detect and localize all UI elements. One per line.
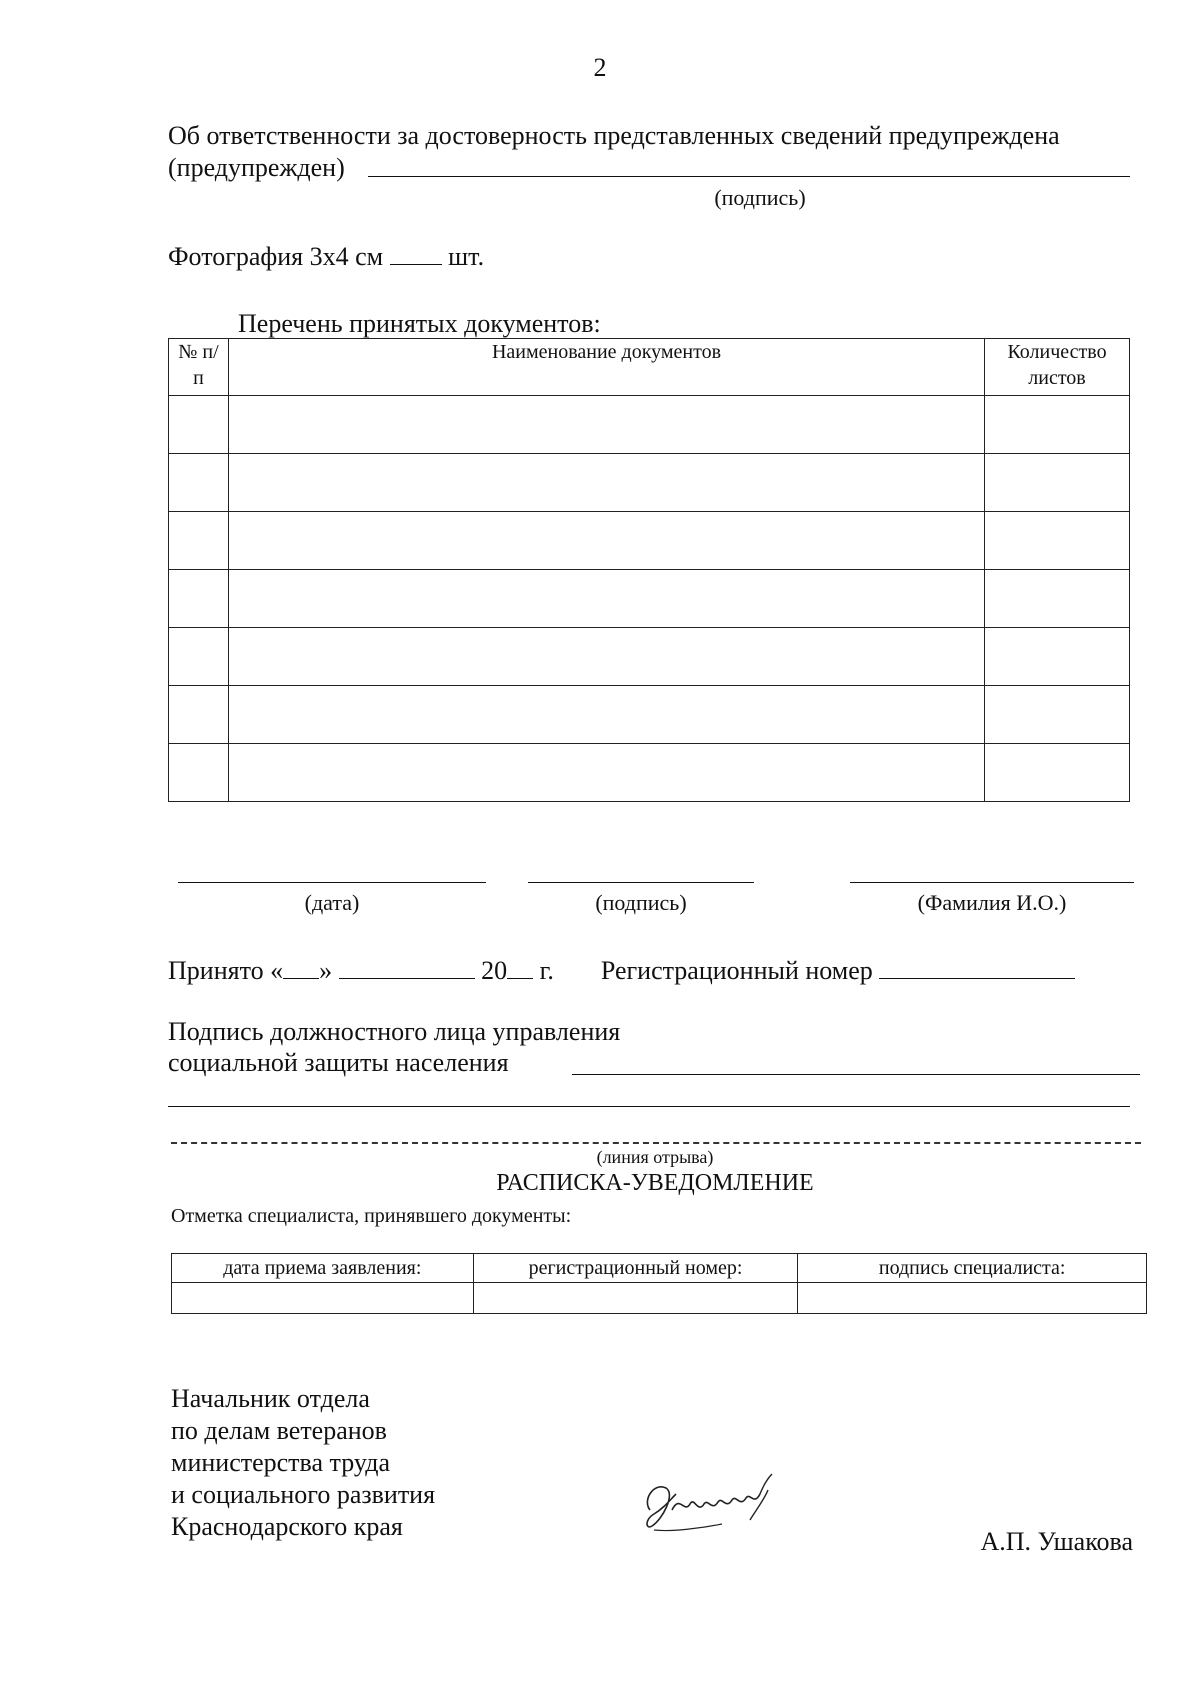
cell-count[interactable] [985, 512, 1130, 570]
cell-number[interactable] [169, 396, 229, 454]
photo-label: Фотография 3х4 см [168, 242, 384, 271]
official-extra-line[interactable] [168, 1106, 1130, 1107]
column-header-name: Наименование документов [228, 339, 984, 396]
accepted-day-blank[interactable] [283, 954, 319, 979]
handwritten-signature [632, 1470, 792, 1540]
warning-signature-caption: (подпись) [714, 185, 806, 210]
table-row [172, 1283, 1147, 1314]
cell-count[interactable] [985, 570, 1130, 628]
table-row [169, 628, 1130, 686]
receipt-table-header [172, 1254, 1147, 1283]
documents-table [168, 338, 1130, 802]
warning-text-line2: (предупрежден) [168, 153, 345, 182]
receipt-title: РАСПИСКА-УВЕДОМЛЕНИЕ [496, 1170, 814, 1196]
cell-number[interactable] [169, 454, 229, 512]
signature-caption: (подпись) [595, 890, 687, 915]
cell-name[interactable] [228, 570, 984, 628]
receipt-col-regnum: регистрационный номер: [473, 1254, 798, 1283]
receipt-subtitle: Отметка специалиста, принявшего документы: [171, 1205, 572, 1227]
tear-line [171, 1142, 1141, 1144]
footer-position-line: и социального развития [171, 1480, 436, 1509]
cell-count[interactable] [985, 454, 1130, 512]
name-caption: (Фамилия И.О.) [917, 890, 1067, 915]
cell-count[interactable] [985, 686, 1130, 744]
documents-heading: Перечень принятых документов: [238, 309, 601, 338]
table-row [169, 570, 1130, 628]
table-row [169, 512, 1130, 570]
cell-number[interactable] [169, 686, 229, 744]
cell-name[interactable] [228, 512, 984, 570]
receipt-col-signature: подпись специалиста: [798, 1254, 1147, 1283]
photo-line [168, 240, 484, 273]
footer-position-line: министерства труда [171, 1448, 390, 1477]
cell-name[interactable] [228, 686, 984, 744]
tear-line-caption: (линия отрыва) [596, 1147, 714, 1167]
cell-number[interactable] [169, 628, 229, 686]
receipt-col-date: дата приема заявления: [172, 1254, 474, 1283]
official-signature-line2: социальной защиты населения [168, 1048, 509, 1077]
footer-position-line: Краснодарского края [171, 1512, 403, 1541]
accepted-prefix: Принято « [168, 956, 284, 985]
registration-number-blank[interactable] [879, 954, 1075, 979]
footer-position-line: по делам ветеранов [171, 1416, 387, 1445]
cell-number[interactable] [169, 512, 229, 570]
warning-signature-line[interactable] [368, 176, 1130, 177]
signature-line[interactable] [528, 882, 754, 883]
official-signature-line1: Подпись должностного лица управления [168, 1017, 621, 1046]
warning-text-line1: Об ответственности за достоверность представленных сведений предупреждена [168, 121, 1060, 150]
cell-name[interactable] [228, 744, 984, 802]
table-row [169, 454, 1130, 512]
cell-number[interactable] [169, 744, 229, 802]
official-signature-blank[interactable] [572, 1074, 1140, 1075]
accepted-month-blank[interactable] [339, 954, 475, 979]
date-line[interactable] [178, 882, 486, 883]
name-line[interactable] [850, 882, 1134, 883]
registration-number-label: Регистрационный номер [600, 956, 873, 985]
footer-name: А.П. Ушакова [980, 1527, 1133, 1556]
cell-count[interactable] [985, 744, 1130, 802]
cell-number[interactable] [169, 570, 229, 628]
table-row [169, 396, 1130, 454]
footer-position-line: Начальник отдела [171, 1384, 370, 1413]
cell-name[interactable] [228, 628, 984, 686]
accepted-line [168, 954, 1075, 987]
accepted-year-suffix: г. [539, 956, 554, 985]
receipt-cell-date[interactable] [172, 1283, 474, 1314]
cell-name[interactable] [228, 396, 984, 454]
cell-count[interactable] [985, 628, 1130, 686]
footer-position [171, 1383, 435, 1543]
photo-count-blank[interactable] [390, 240, 442, 265]
column-header-count: Количество листов [985, 339, 1130, 396]
accepted-year-blank[interactable] [507, 954, 533, 979]
page-number: 2 [593, 53, 607, 82]
receipt-cell-regnum[interactable] [473, 1283, 798, 1314]
column-header-number: № п/п [169, 339, 229, 396]
photo-unit: шт. [448, 242, 485, 271]
table-row [169, 744, 1130, 802]
cell-name[interactable] [228, 454, 984, 512]
cell-count[interactable] [985, 396, 1130, 454]
receipt-cell-signature[interactable] [798, 1283, 1147, 1314]
date-caption: (дата) [304, 890, 360, 915]
table-row [169, 686, 1130, 744]
accepted-quote-close: » [319, 956, 333, 985]
documents-table-header [169, 339, 1130, 396]
accepted-year-prefix: 20 [481, 956, 508, 985]
receipt-table [171, 1253, 1147, 1314]
